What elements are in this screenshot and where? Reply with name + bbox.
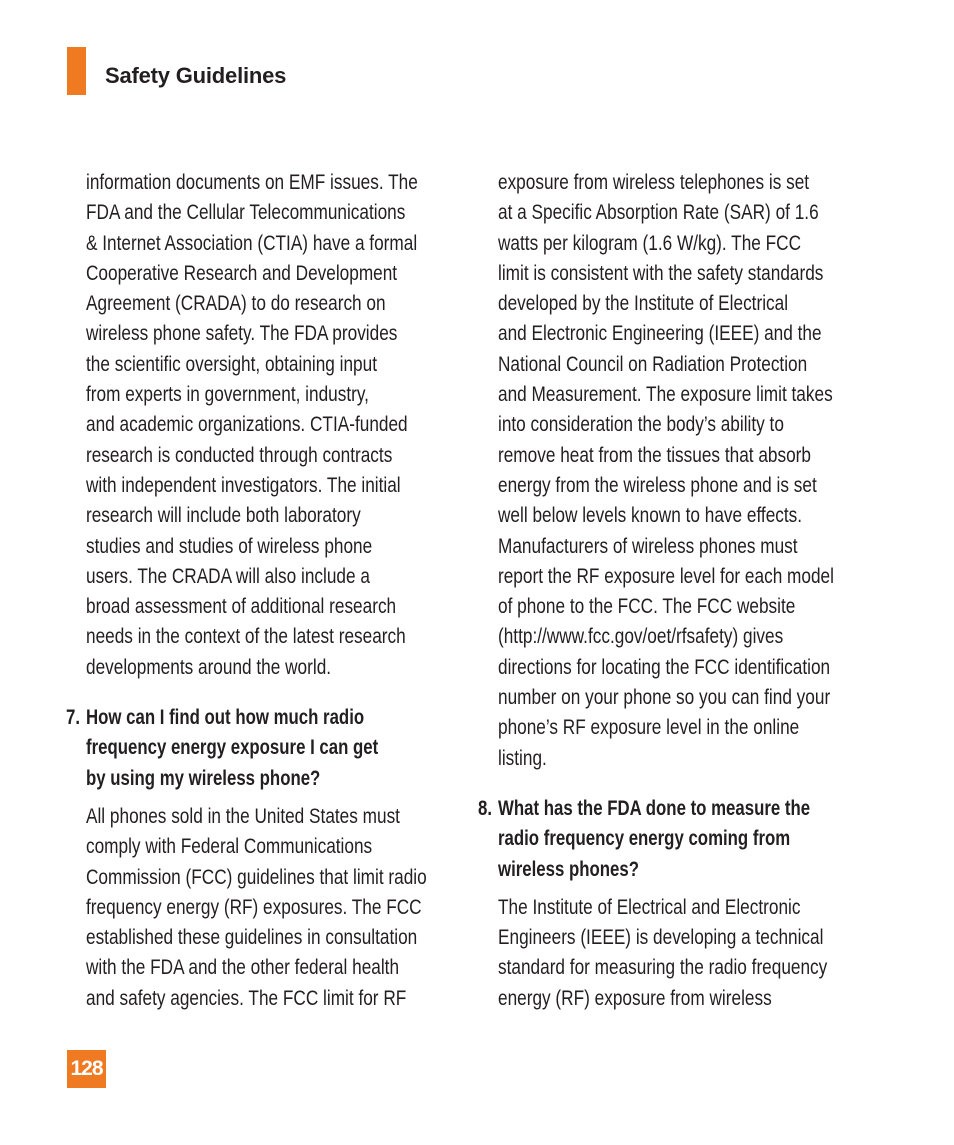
text-line: with the FDA and the other federal health <box>86 956 400 980</box>
text-line: studies and studies of wireless phone <box>86 534 373 558</box>
text-line: directions for locating the FCC identification <box>498 655 831 679</box>
text-line: exposure from wireless telephones is set <box>498 171 810 194</box>
text-line: well below levels known to have effects. <box>498 504 803 528</box>
text-line: into consideration the body’s ability to <box>498 413 784 437</box>
question-line: by using my wireless phone? <box>86 766 321 790</box>
text-line: (http://www.fcc.gov/oet/rfsafety) gives <box>498 625 784 649</box>
text-line: and academic organizations. CTIA-funded <box>86 413 408 437</box>
text-line: developments around the world. <box>86 655 332 679</box>
text-line: comply with Federal Communications <box>86 835 373 859</box>
text-line: and safety agencies. The FCC limit for RF <box>86 986 407 1010</box>
text-line: needs in the context of the latest research <box>86 625 406 649</box>
text-line: The Institute of Electrical and Electronic <box>498 895 801 919</box>
paragraph-fda-ctia <box>86 168 456 683</box>
text-line: energy (RF) exposure from wireless <box>498 986 772 1010</box>
text-line: research is conducted through contracts <box>86 443 393 467</box>
question-line: What has the FDA done to measure the <box>498 796 811 820</box>
text-line: All phones sold in the United States must <box>86 804 400 828</box>
text-line: FDA and the Cellular Telecommunications <box>86 201 406 225</box>
question-8-heading <box>478 794 868 885</box>
text-line: broad assessment of additional research <box>86 595 397 619</box>
text-line: the scientific oversight, obtaining input <box>86 352 378 376</box>
text-line: frequency energy (RF) exposures. The FCC <box>86 895 422 919</box>
text-line: wireless phone safety. The FDA provides <box>86 322 398 346</box>
paragraph-fcc-guidelines <box>86 802 456 1014</box>
text-line: phone’s RF exposure level in the online <box>498 716 800 740</box>
text-line: Engineers (IEEE) is developing a technical <box>498 926 824 950</box>
text-line: remove heat from the tissues that absorb <box>498 443 811 467</box>
right-column <box>478 168 868 1014</box>
text-line: energy from the wireless phone and is set <box>498 473 817 497</box>
paragraph-ieee-standard <box>498 893 868 1014</box>
text-line: Commission (FCC) guidelines that limit radio <box>86 865 427 889</box>
text-line: Manufacturers of wireless phones must <box>498 534 798 558</box>
question-line: radio frequency energy coming from <box>498 827 791 851</box>
paragraph-sar-limit <box>498 168 868 774</box>
text-line: established these guidelines in consultation <box>86 926 418 950</box>
text-line: at a Specific Absorption Rate (SAR) of 1.6 <box>498 201 819 225</box>
text-line: standard for measuring the radio frequency <box>498 956 828 980</box>
text-line: and Measurement. The exposure limit takes <box>498 383 833 407</box>
text-line: National Council on Radiation Protection <box>498 352 808 376</box>
text-line: research will include both laboratory <box>86 504 361 528</box>
text-line: of phone to the FCC. The FCC website <box>498 595 796 619</box>
text-line: information documents on EMF issues. The <box>86 171 418 194</box>
text-line: report the RF exposure level for each model <box>498 564 834 588</box>
header-accent-bar <box>67 47 86 95</box>
text-line: with independent investigators. The initial <box>86 473 401 497</box>
left-column <box>66 168 456 1014</box>
question-number: 8. <box>478 796 493 820</box>
text-line: users. The CRADA will also include a <box>86 564 370 588</box>
text-line: watts per kilogram (1.6 W/kg). The FCC <box>498 231 802 255</box>
text-line: from experts in government, industry, <box>86 383 369 407</box>
question-line: frequency energy exposure I can get <box>86 736 379 760</box>
question-line: How can I find out how much radio <box>86 706 365 730</box>
text-line: Agreement (CRADA) to do research on <box>86 292 386 316</box>
text-line: & Internet Association (CTIA) have a formal <box>86 231 418 255</box>
question-7-heading <box>66 703 456 794</box>
text-line: number on your phone so you can find your <box>498 686 831 710</box>
text-line: listing. <box>498 746 547 770</box>
text-line: Cooperative Research and Development <box>86 261 398 285</box>
text-line: limit is consistent with the safety standards <box>498 261 824 285</box>
question-line: wireless phones? <box>498 857 639 881</box>
question-number: 7. <box>66 706 81 730</box>
text-line: developed by the Institute of Electrical <box>498 292 789 316</box>
page-number-badge: 128 <box>67 1050 106 1088</box>
text-line: and Electronic Engineering (IEEE) and the <box>498 322 822 346</box>
page-title: Safety Guidelines <box>105 63 287 88</box>
